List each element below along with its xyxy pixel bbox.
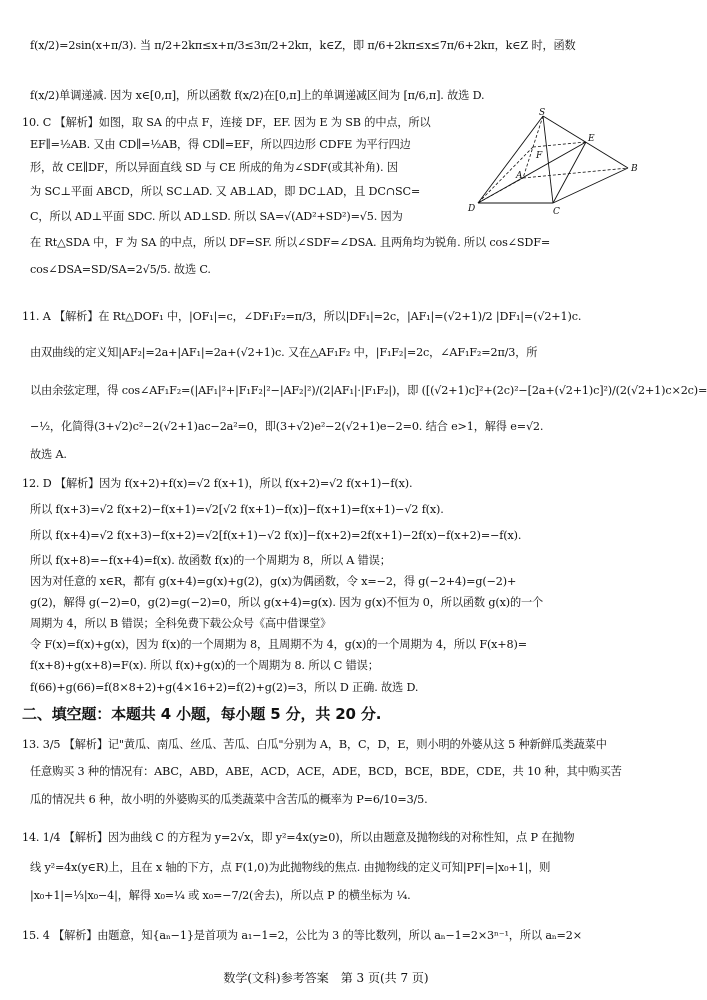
q14-line: 14. 1/4 【解析】因为曲线 C 的方程为 y=2√x，即 y²=4x(y≥0)，所以由题意及抛物线的对称性知，点 P 在抛物	[22, 831, 575, 844]
q12-line: f(x+8)+g(x+8)=F(x). 所以 f(x)+g(x)的一个周期为 8. 所以 C 错误；	[30, 659, 379, 672]
q14-line: |x₀+1|=⅓|x₀−4|，解得 x₀=¼ 或 x₀=−7/2(舍去)，所以点 P 的横坐标为 ¼.	[30, 889, 411, 902]
q10-line: 为 SC⊥平面 ABCD，所以 SC⊥AD. 又 AB⊥AD，即 DC⊥AD，且 DC∩SC=	[30, 185, 421, 198]
label-f: F	[536, 151, 543, 161]
q15-line: 15. 4 【解析】由题意，知{aₙ−1}是首项为 a₁−1=2，公比为 3 的等比数列，所以 aₙ−1=2×3ⁿ⁻¹，所以 aₙ=2×	[22, 929, 582, 942]
q12-line: g(2)，解得 g(−2)=0，g(2)=g(−2)=0，所以 g(x+4)=g(x). 因为 g(x)不恒为 0，所以函数 g(x)的一个	[30, 596, 544, 609]
q12-line: 12. D 【解析】因为 f(x+2)+f(x)=√2 f(x+1)，所以 f(x+2)=√2 f(x+1)−f(x).	[22, 477, 413, 490]
q12-line: 所以 f(x+4)=√2 f(x+3)−f(x+2)=√2[f(x+1)−√2 f(x)]−f(x+2)=2f(x+1)−2f(x)−f(x+2)=−f(x).	[30, 529, 522, 542]
q10-line: 在 Rt△SDA 中，F 为 SA 的中点，所以 DF=SF. 所以∠SDF=∠DSA. 且两角均为锐角. 所以 cos∠SDF=	[30, 236, 551, 249]
q12-line: 周期为 4，所以 B 错误；全科免费下载公众号《高中借课堂》	[30, 617, 332, 630]
text-line: f(x/2)单调递减. 因为 x∈[0,π]，所以函数 f(x/2)在[0,π]上的单调递减区间为 [π/6,π]. 故选 D.	[30, 89, 485, 102]
q12-line: 令 F(x)=f(x)+g(x)，因为 f(x)的一个周期为 8，且周期不为 4，g(x)的一个周期为 4，所以 F(x+8)=	[30, 638, 527, 651]
label-e: E	[588, 134, 595, 144]
q11-line: −½，化简得(3+√2)c²−2(√2+1)ac−2a²=0，即(3+√2)e²−2(√2+1)e−2=0. 结合 e>1，解得 e=√2.	[30, 420, 544, 433]
q13-line: 13. 3/5 【解析】记"黄瓜、南瓜、丝瓜、苦瓜、白瓜"分别为 A，B，C，D，E，则小明的外婆从这 5 种新鲜瓜类蔬菜中	[22, 738, 607, 751]
section-heading: 二、填空题：本题共 4 小题，每小题 5 分，共 20 分.	[22, 705, 382, 723]
q14-line: 线 y²=4x(y∈R)上，且在 x 轴的下方，点 F(1,0)为此抛物线的焦点. 由抛物线的定义可知|PF|=|x₀+1|，则	[30, 861, 551, 874]
q10-line: cos∠DSA=SD/SA=2√5/5. 故选 C.	[30, 263, 211, 276]
label-a: A	[516, 171, 523, 181]
q11-line: 故选 A.	[30, 448, 67, 461]
text-line: f(x/2)=2sin(x+π/3). 当 π/2+2kπ≤x+π/3≤3π/2+2kπ，k∈Z，即 π/6+2kπ≤x≤7π/6+2kπ，k∈Z 时，函数	[30, 39, 576, 52]
label-d: D	[468, 204, 476, 214]
q12-line: f(66)+g(66)=f(8×8+2)+g(4×16+2)=f(2)+g(2)=3，所以 D 正确. 故选 D.	[30, 681, 419, 694]
q12-line: 所以 f(x+3)=√2 f(x+2)−f(x+1)=√2[√2 f(x+1)−f(x)]−f(x+1)=f(x+1)−√2 f(x).	[30, 503, 444, 516]
q12-line: 所以 f(x+8)=−f(x+4)=f(x). 故函数 f(x)的一个周期为 8，所以 A 错误；	[30, 554, 391, 567]
page-footer: 数学(文科)参考答案 第 3 页(共 7 页)	[223, 971, 429, 985]
label-b: B	[631, 164, 638, 174]
q10-line: EF∥=½AB. 又由 CD∥=½AB，得 CD∥=EF，所以四边形 CDFE 为平行四边	[30, 138, 411, 151]
q12-line: 因为对任意的 x∈R，都有 g(x+4)=g(x)+g(2)，g(x)为偶函数，令 x=−2，得 g(−2+4)=g(−2)+	[30, 575, 517, 588]
pyramid-figure	[468, 108, 648, 218]
q10-line: C，所以 AD⊥平面 SDC. 所以 AD⊥SD. 所以 SA=√(AD²+SD²)=√5. 因为	[30, 210, 403, 223]
label-c: C	[553, 207, 560, 217]
q10-line: 10. C 【解析】如图，取 SA 的中点 F，连接 DF，EF. 因为 E 为 SB 的中点，所以	[22, 116, 431, 129]
q11-line: 由双曲线的定义知|AF₂|=2a+|AF₁|=2a+(√2+1)c. 又在△AF₁F₂ 中，|F₁F₂|=2c，∠AF₁F₂=2π/3，所	[30, 346, 538, 359]
q13-line: 瓜的情况共 6 种，故小明的外婆购买的瓜类蔬菜中含苦瓜的概率为 P=6/10=3/5.	[30, 793, 428, 806]
q10-line: 形，故 CE∥DF，所以异面直线 SD 与 CE 所成的角为∠SDF(或其补角). 因	[30, 161, 398, 174]
q11-line: 11. A 【解析】在 Rt△DOF₁ 中，|OF₁|=c，∠DF₁F₂=π/3，所以|DF₁|=2c，|AF₁|=(√2+1)/2 |DF₁|=(√2+1)c.	[22, 310, 582, 323]
q13-line: 任意购买 3 种的情况有：ABC，ABD，ABE，ACD，ACE，ADE，BCD，BCE，BDE，CDE，共 10 种，其中购买苦	[30, 765, 622, 778]
q11-line: 以由余弦定理，得 cos∠AF₁F₂=(|AF₁|²+|F₁F₂|²−|AF₂|²)/(2|AF₁|·|F₁F₂|)，即 ([(√2+1)c]²+(2c)²−[2a+(√2+1)c]²)/(2(√2+1)c×2c)=	[30, 384, 707, 397]
label-s: S	[539, 108, 546, 118]
